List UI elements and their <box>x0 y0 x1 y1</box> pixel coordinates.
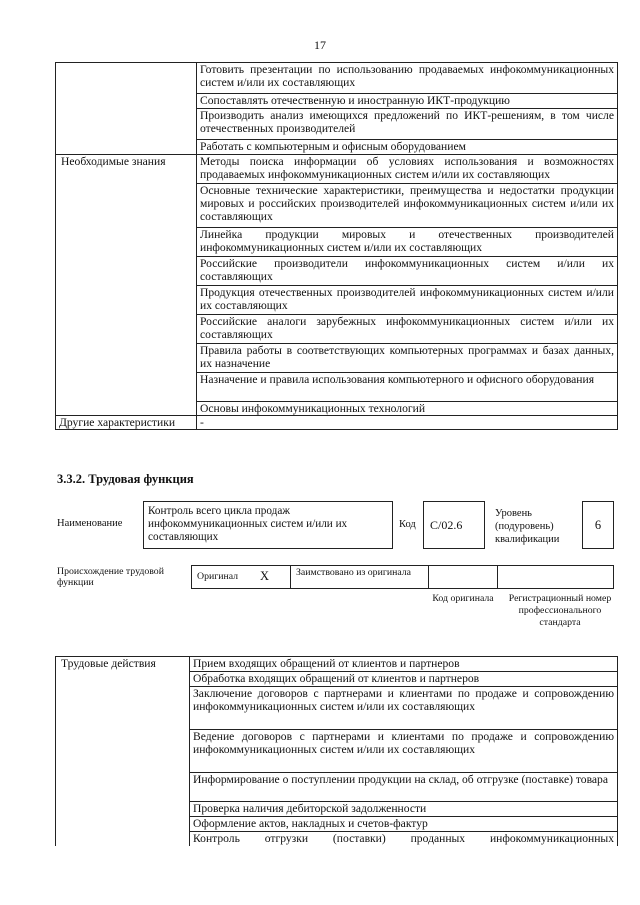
function-name-box <box>143 501 393 549</box>
knowledge-label: Необходимые знания <box>56 155 197 416</box>
code-label: Код <box>399 519 416 530</box>
origin-box <box>191 565 614 589</box>
original-mark: X <box>260 569 270 583</box>
code-box <box>423 501 485 549</box>
original-label: Оригинал <box>197 571 239 582</box>
action-item: Ведение договоров с партнерами и клиентами по продаже и сопровождению инфокоммуникационных систем и/или их составляющих <box>190 730 618 773</box>
page-number: 17 <box>314 38 326 52</box>
original-cell <box>191 565 291 589</box>
actions-table <box>55 656 618 846</box>
table-row <box>56 657 618 672</box>
knowledge-item: Российские аналоги зарубежных инфокоммуникационных систем и/или их составляющих <box>197 315 618 344</box>
reg-number-caption: Регистрационный номер профессионального стандарта <box>508 593 612 628</box>
action-item: Обработка входящих обращений от клиентов и партнеров <box>190 672 618 687</box>
table-row <box>56 155 618 184</box>
skills-label-cell <box>56 63 197 155</box>
table-row <box>56 63 618 94</box>
level-value: 6 <box>594 518 602 532</box>
knowledge-item: Российские производители инфокоммуникационных систем и/или их составляющих <box>197 257 618 286</box>
actions-label: Трудовые действия <box>56 657 190 847</box>
other-value: - <box>197 416 618 430</box>
knowledge-item: Основные технические характеристики, преимущества и недостатки продукции мировых и российских производителей инфокоммуникационных систем и/или их составляющих <box>197 184 618 228</box>
level-label: Уровень (подуровень) квалификации <box>495 508 560 545</box>
code-original-caption: Код оригинала <box>432 593 494 604</box>
action-item: Прием входящих обращений от клиентов и партнеров <box>190 657 618 672</box>
knowledge-item: Линейка продукции мировых и отечественных производителей инфокоммуникационных систем и/или их составляющих <box>197 228 618 257</box>
other-label: Другие характеристики <box>56 416 197 430</box>
code-value: C/02.6 <box>430 518 463 532</box>
action-item: Заключение договоров с партнерами и клиентами по продаже и сопровождению инфокоммуникационных систем и/или их составляющих <box>190 687 618 730</box>
skill-item: Производить анализ имеющихся предложений по ИКТ-решениям, в том числе отечественных производителей <box>197 109 618 140</box>
knowledge-item: Продукция отечественных производителей инфокоммуникационных систем и/или их составляющих <box>197 286 618 315</box>
knowledge-table <box>55 62 618 430</box>
function-name-value: Контроль всего цикла продаж инфокоммуникационных систем и/или их составляющих <box>148 505 348 543</box>
level-box <box>582 501 614 549</box>
name-label: Наименование <box>57 518 123 529</box>
skill-item: Готовить презентации по использованию продаваемых инфокоммуникационных систем и/или их составляющих <box>197 63 618 94</box>
action-item: Контроль отгрузки (поставки) проданных инфокоммуникационных <box>190 832 618 847</box>
action-item: Проверка наличия дебиторской задолженности <box>190 802 618 817</box>
skill-item: Работать с компьютерным и офисным оборудованием <box>197 140 618 155</box>
table-row <box>56 416 618 430</box>
knowledge-item: Основы инфокоммуникационных технологий <box>197 402 618 416</box>
action-item: Информирование о поступлении продукции на склад, об отгрузке (поставке) товара <box>190 773 618 802</box>
section-title: 3.3.2. Трудовая функция <box>57 472 194 486</box>
action-item: Оформление актов, накладных и счетов-фактур <box>190 817 618 832</box>
borrowed-label: Заимствовано из оригинала <box>296 567 411 578</box>
origin-label: Происхождение трудовой функции <box>57 566 164 588</box>
knowledge-item: Правила работы в соответствующих компьютерных программах и базах данных, их назначение <box>197 344 618 373</box>
knowledge-item: Назначение и правила использования компьютерного и офисного оборудования <box>197 373 618 402</box>
skill-item: Сопоставлять отечественную и иностранную ИКТ-продукцию <box>197 94 618 109</box>
knowledge-item: Методы поиска информации об условиях использования и возможностях продаваемых инфокоммуникационных систем и/или их составляющих <box>197 155 618 184</box>
code-original-cell <box>428 565 498 589</box>
